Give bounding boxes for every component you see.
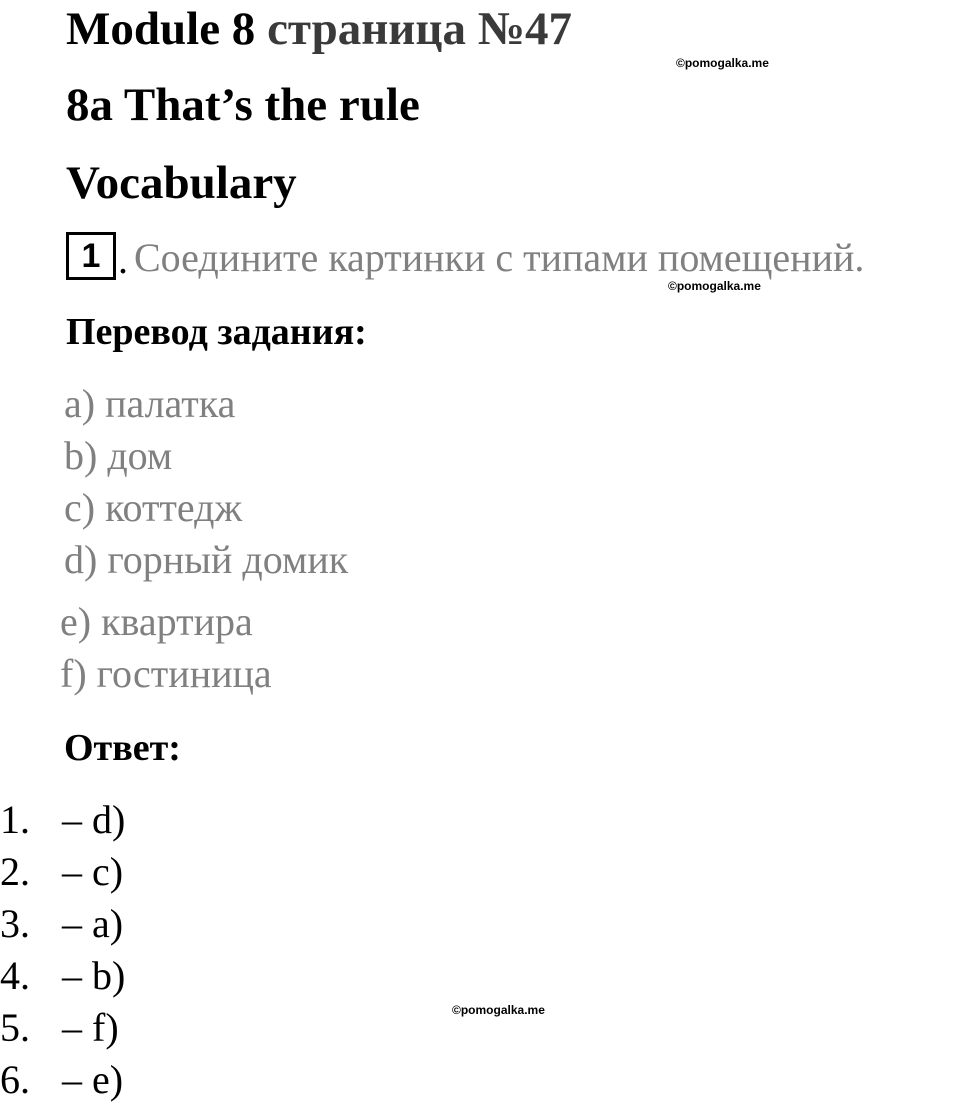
answer-item <box>0 849 124 894</box>
answer-number: 1. <box>0 797 30 842</box>
answer-value: – f) <box>62 1005 119 1050</box>
task-number-box <box>66 232 116 280</box>
answer-value: – d) <box>62 797 126 842</box>
translation-heading: Перевод задания: <box>66 311 367 353</box>
page-number-label: страница №47 <box>267 3 572 55</box>
answer-item <box>0 1057 124 1102</box>
option-item: c) коттедж <box>64 485 243 530</box>
answer-number: 6. <box>0 1057 30 1102</box>
watermark: ©pomogalka.me <box>668 279 761 293</box>
answer-value: – a) <box>62 901 124 946</box>
option-item: d) горный домик <box>64 537 349 582</box>
section-title: Vocabulary <box>66 157 297 209</box>
answer-item <box>0 953 126 998</box>
watermark: ©pomogalka.me <box>676 56 769 70</box>
option-item: f) гостиница <box>60 651 272 696</box>
option-item: a) палатка <box>64 381 236 426</box>
task-number-dot: . <box>118 237 128 282</box>
lesson-title: 8a That’s the rule <box>66 79 420 131</box>
answer-value: – c) <box>62 849 124 894</box>
answer-heading: Ответ: <box>64 727 181 769</box>
answer-item <box>0 901 124 946</box>
answer-value: – b) <box>62 953 126 998</box>
page-title <box>66 3 572 55</box>
answer-number: 4. <box>0 953 30 998</box>
watermark: ©pomogalka.me <box>452 1003 545 1017</box>
option-item: e) квартира <box>60 599 253 644</box>
module-label: Module 8 <box>66 3 256 55</box>
option-item: b) дом <box>64 433 173 478</box>
answer-number: 2. <box>0 849 30 894</box>
answer-number: 3. <box>0 901 30 946</box>
answer-number: 5. <box>0 1005 30 1050</box>
answer-item <box>0 1005 119 1050</box>
answer-item <box>0 797 126 842</box>
task-number: 1 <box>81 237 101 275</box>
answer-value: – e) <box>62 1057 124 1102</box>
task-instruction: Соедините картинки с типами помещений. <box>134 235 865 280</box>
